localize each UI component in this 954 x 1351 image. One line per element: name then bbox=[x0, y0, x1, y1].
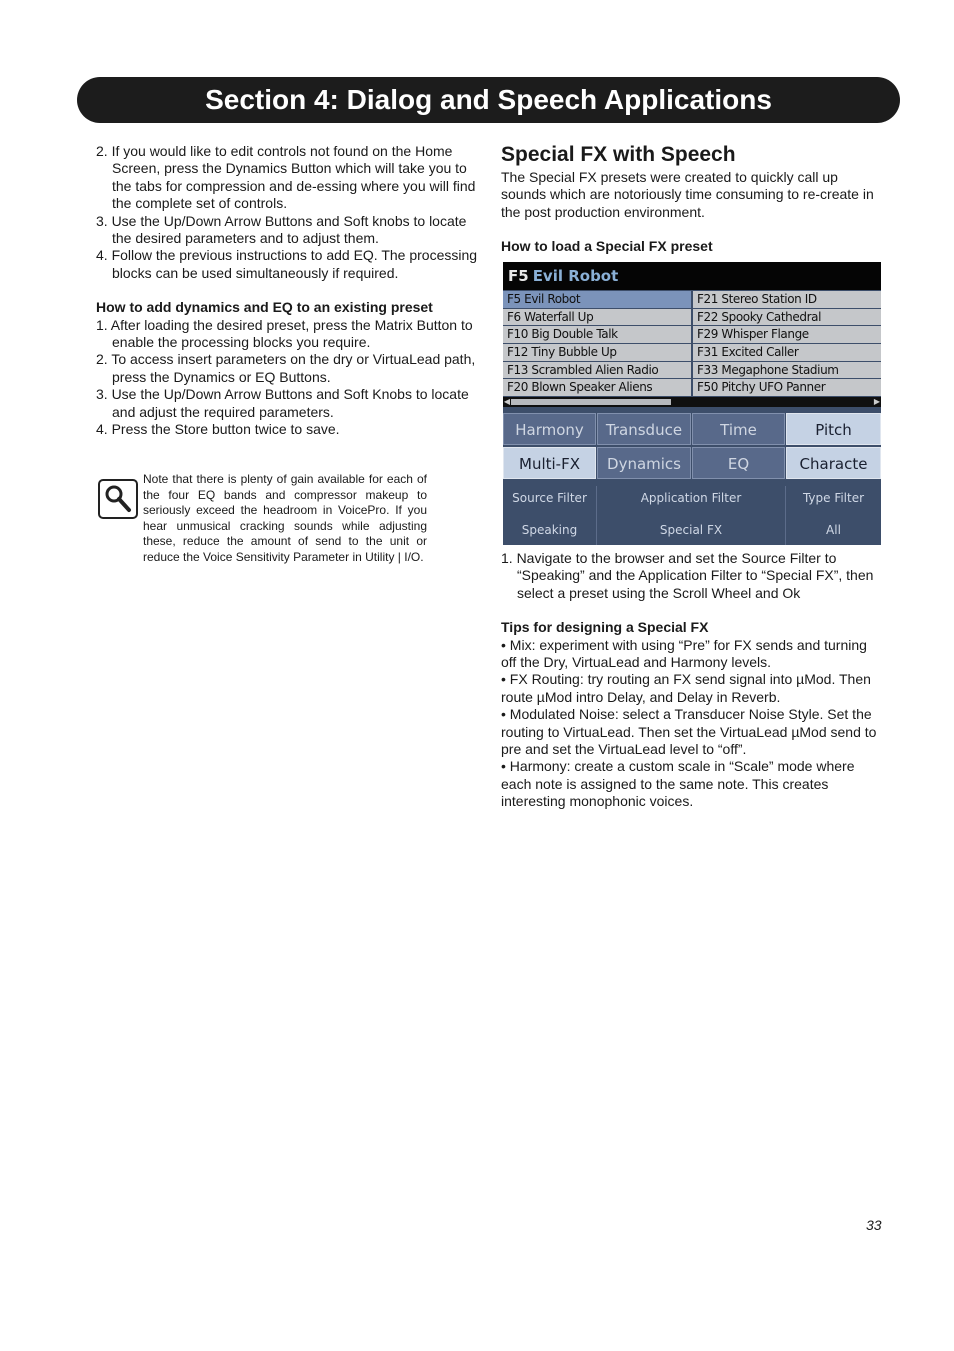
source-filter[interactable] bbox=[503, 486, 597, 545]
dynamics-button[interactable]: Dynamics bbox=[597, 447, 691, 479]
note-text: Note that there is plenty of gain available for each of the four EQ bands and compressor makeup to seriously exceed the headroom in VoicePro. If you hear unmusical cracking sounds while adjusting these, reduce the amount of send to the unit or reduce the Voice Sensitivity Parameter in Utility | I/O. bbox=[143, 472, 427, 564]
horizontal-scrollbar[interactable] bbox=[503, 397, 881, 407]
preset-item[interactable]: F12 Tiny Bubble Up bbox=[503, 344, 691, 361]
tips-heading: Tips for designing a Special FX bbox=[501, 619, 709, 636]
left-column bbox=[96, 143, 480, 439]
load-heading: How to load a Special FX preset bbox=[501, 238, 713, 255]
tip-mix: • Mix: experiment with using “Pre” for FX sends and turning off the Dry, VirtuaLead and Harmony levels. bbox=[501, 636, 867, 671]
navigate-step: 1. Navigate to the browser and set the Source Filter to “Speaking” and the Application Filter to “Special FX”, then select a preset using the Scroll Wheel and Ok bbox=[501, 550, 874, 601]
scroll-thumb[interactable] bbox=[511, 399, 671, 405]
dyn-step-2: 2. To access insert parameters on the dry or VirtuaLead path, press the Dynamics or EQ Buttons. bbox=[96, 351, 476, 385]
screen-title-name: Evil Robot bbox=[532, 267, 619, 285]
preset-item[interactable]: F5 Evil Robot bbox=[503, 291, 691, 308]
dyn-step-1: 1. After loading the desired preset, press the Matrix Button to enable the processing blocks you require. bbox=[96, 316, 473, 351]
time-button[interactable]: Time bbox=[692, 413, 785, 445]
dynamics-heading: How to add dynamics and EQ to an existing preset bbox=[96, 299, 433, 316]
application-filter[interactable] bbox=[597, 486, 786, 545]
tip-modulated-noise: • Modulated Noise: select a Transducer Noise Style. Set the routing to VirtuaLead. Then set the VirtuaLead µMod send to pre and set the VirtuaLead level to “off”. bbox=[501, 706, 877, 758]
application-filter-value: Special FX bbox=[659, 523, 723, 537]
step-3: 3. Use the Up/Down Arrow Buttons and Soft knobs to locate the desired parameters and to adjust them. bbox=[96, 212, 467, 247]
scroll-left-icon[interactable]: ◀ bbox=[503, 397, 511, 406]
source-filter-value: Speaking bbox=[521, 523, 578, 537]
step-4: 4. Follow the previous instructions to add EQ. The processing blocks can be used simultaneously if required. bbox=[96, 247, 478, 281]
eq-button[interactable]: EQ bbox=[692, 447, 785, 479]
preset-browser-screen bbox=[503, 262, 881, 545]
preset-item[interactable]: F31 Excited Caller bbox=[693, 344, 881, 361]
screen-title-number: F5 bbox=[508, 267, 529, 285]
section-banner bbox=[77, 77, 900, 123]
right-column bbox=[501, 143, 881, 256]
preset-item[interactable]: F20 Blown Speaker Aliens bbox=[503, 379, 691, 396]
preset-row bbox=[503, 326, 881, 344]
preset-item[interactable]: F22 Spooky Cathedral bbox=[693, 309, 881, 326]
source-filter-label: Source Filter bbox=[512, 491, 587, 505]
preset-item[interactable]: F50 Pitchy UFO Panner bbox=[693, 379, 881, 396]
preset-item[interactable]: F21 Stereo Station ID bbox=[693, 291, 881, 308]
page-number: 33 bbox=[866, 1217, 882, 1233]
preset-item[interactable]: F10 Big Double Talk bbox=[503, 326, 691, 343]
pitch-button[interactable]: Pitch bbox=[786, 413, 881, 445]
preset-item[interactable]: F29 Whisper Flange bbox=[693, 326, 881, 343]
type-filter-label: Type Filter bbox=[802, 491, 865, 505]
transduce-button[interactable]: Transduce bbox=[597, 413, 691, 445]
preset-row bbox=[503, 291, 881, 309]
type-filter[interactable] bbox=[786, 486, 881, 545]
preset-item[interactable]: F6 Waterfall Up bbox=[503, 309, 691, 326]
harmony-button[interactable]: Harmony bbox=[503, 413, 596, 445]
preset-row bbox=[503, 379, 881, 397]
dyn-step-4: 4. Press the Store button twice to save. bbox=[96, 421, 340, 438]
preset-item[interactable]: F33 Megaphone Stadium bbox=[693, 362, 881, 379]
tip-harmony: • Harmony: create a custom scale in “Scale” mode where each note is assigned to the same note. This creates interesting monophonic voices. bbox=[501, 758, 855, 810]
preset-list bbox=[503, 291, 881, 397]
right-column-lower bbox=[501, 550, 881, 811]
step-2: 2. If you would like to edit controls not found on the Home Screen, press the Dynamics Button which will take you to the tabs for compression and de-essing where you will find the complete set of controls. bbox=[96, 143, 476, 212]
dyn-step-3: 3. Use the Up/Down Arrow Buttons and Soft Knobs to locate and adjust the required parameters. bbox=[96, 386, 469, 420]
application-filter-label: Application Filter bbox=[640, 491, 742, 505]
special-fx-heading: Special FX with Speech bbox=[501, 143, 736, 166]
preset-row bbox=[503, 344, 881, 362]
magnifier-icon bbox=[98, 479, 138, 519]
preset-row bbox=[503, 362, 881, 380]
special-fx-intro: The Special FX presets were created to quickly call up sounds which are notoriously time consuming to re-create in the post production environment. bbox=[501, 169, 874, 220]
preset-item[interactable]: F13 Scrambled Alien Radio bbox=[503, 362, 691, 379]
tip-fx-routing: • FX Routing: try routing an FX send signal into µMod. Then route µMod intro Delay, and Delay in Reverb. bbox=[501, 671, 871, 705]
type-filter-value: All bbox=[826, 523, 841, 537]
multi-fx-button[interactable]: Multi-FX bbox=[503, 447, 596, 479]
scroll-right-icon[interactable]: ▶ bbox=[873, 397, 881, 406]
screen-title bbox=[503, 262, 881, 290]
section-title: Section 4: Dialog and Speech Applications bbox=[205, 84, 772, 115]
preset-row bbox=[503, 309, 881, 327]
character-button[interactable]: Characte bbox=[786, 447, 881, 479]
